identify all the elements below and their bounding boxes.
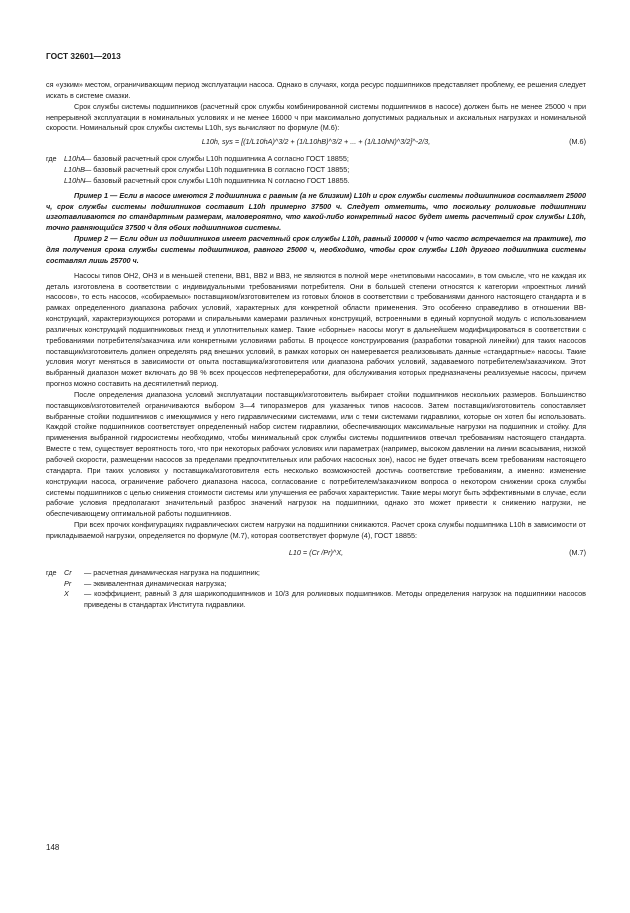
body-text	[46, 80, 586, 611]
definition-symbol: X	[64, 589, 69, 599]
definition-text: — базовый расчетный срок службы L10h подшипника A согласно ГОСТ 18855;	[84, 154, 349, 164]
where-label: где	[46, 567, 57, 577]
page-number: 148	[46, 843, 60, 852]
definition-symbol: L10hB	[64, 165, 85, 175]
definition-text: — расчетная динамическая нагрузка на подшипник;	[84, 567, 260, 577]
paragraph: Срок службы системы подшипников (расчетный срок службы комбинированной системы подшипников в насосе) должен быть не менее 25000 ч при непрерывной эксплуатации в номинальных условиях и не менее 16000 ч при максимально допустимых радиальных и аксиальных нагрузках и номинальной скорости. Номинальный срок службы системы L10h, sys вычисляют по формуле (М.6):	[46, 101, 586, 133]
example-1: Пример 1 — Если в насосе имеются 2 подшипника с равным (а не близким) L10h и срок службы системы подшипников составляет 25000 ч, срок службы системы подшипников составит L10h примерно 37500 ч. Следует отметить, что поскольку роликовые подшипники изготавливаются по стандартным размерам, маловероятно, что какой-либо конкретный насос будет иметь расчетный срок службы L10h, точно равняющийся 37500 ч для обоих подшипников системы.	[46, 190, 586, 233]
definition-text: — коэффициент, равный 3 для шарикоподшипников и 10/3 для роликовых подшипников. Методы определения нагрузок на подшипники насосов приведены в стандартах Института гидравлики.	[84, 589, 586, 610]
paragraph: ся «узким» местом, ограничивающим период эксплуатации насоса. Однако в случаях, когда ресурс подшипников представляет проблему, ее решения следует искать в системе смазки.	[46, 80, 586, 100]
definition-row	[46, 568, 586, 579]
where-label: где	[46, 154, 57, 164]
definition-row	[46, 589, 586, 611]
definition-row	[46, 579, 586, 590]
definition-text: — базовый расчетный срок службы L10h подшипника B согласно ГОСТ 18855;	[84, 165, 350, 175]
paragraph: Насосы типов ОН2, ОН3 и в меньшей степени, ВВ1, ВВ2 и ВВ3, не являются в полной мере «нетиповыми насосами», в том смысле, что не каждая их деталь изготовлена в соответствии с индивидуальными требованиями потребителя. Они в большей степени относятся к категории «проектных линий насосов», то есть насосов, «собираемых» поставщиком/изготовителем из готовых блоков в соответствии с требованиями данного настоящего стандарта и в рамках определенного диапазона рабочих условий, характерных для конкретной области применения. Это особенно справедливо в отношении ВВ-конструкций, характеризующихся роторами и спиральными камерами различных конструкций, встроенными в единый корпусной модуль с использованием различных конструкций подшипниковых гнезд и уплотнительных камер. Такие «сборные» насосы могут в дальнейшем модифицироваться в соответствии с требованиями потребителя/заказчика или конкретными условиями работы. В процессе конструирования (разработки товарной линейки) для таких насосов поставщик/изготовитель должен определять ряд внешних условий, в рамках которых он намеревается реализовывать данные «стандартные» насосы. Такие условия могут меняться в зависимости от опыта поставщика/изготовителя или диапазона рабочих условий, задаваемого потребителем/заказчиком. Этот выбранный диапазон может включать до 98 % всех процессов нефтепереработки, для обслуживания которых предназначены реализуемые насосы, причем прогноз можно составить на десятилетний период.	[46, 270, 586, 389]
paragraph: После определения диапазона условий эксплуатации поставщик/изготовитель выбирает стойки подшипников нескольких размеров. Большинство поставщиков/изготовителей ограничиваются выбором 3—4 типоразмеров для указанных типов насосов. Затем поставщик/изготовитель сопоставляет выбранные стойки подшипников с имеющимися у него гидравлическими системами, или с теми системами гидравлики, которые он хотел бы использовать. Каждой стойке подшипников соответствует определенный набор систем гидравлики, обеспечивающих максимальные нагрузки на подшипник и стойку. Для применения выбранной гидросистемы необходимо, чтобы минимальный срок службы системы подшипников отвечал требованиям настоящего стандарта. Вместе с тем, существует вероятность того, что при некоторых рабочих условиях или параметрах (например, высоком давлении на линии всасывания, низкой рабочей скорости, размещении насосов за пределами предпочтительных или рабочих насосных зон), насос не будет отвечать всем требованиям настоящего стандарта. При таких условиях у поставщика/изготовителя есть несколько возможностей достичь соответствие требованиям, а именно: изменение конструкции насоса, ограничение рабочего диапазона насоса, согласование с потребителем/заказчиком вопроса о некотором снижении срока службы системы подшипников с целью снижения стоимости системы или улучшения ее рабочих характеристик. Такие меры могут быть эффективными в случае, если рабочие условия предполагают значительный разброс значений нагрузок на подшипники, однако это может привести к снижению нагрузки, не обеспечивающему оптимальной работы подшипников.	[46, 389, 586, 519]
formula-m6	[46, 137, 586, 151]
example-2: Пример 2 — Если один из подшипников имеет расчетный срок службы L10h, равный 100000 ч (что часто встречается на практике), то для получения срока службы системы подшипников, равного 25000 ч, необходимо, чтобы срок службы L10h другого подшипника системы составлял лишь 25700 ч.	[46, 234, 586, 265]
formula-m7	[46, 548, 586, 562]
definition-symbol: L10hN	[64, 175, 86, 185]
definition-symbol: Cr	[64, 567, 72, 577]
definition-row	[46, 176, 586, 187]
formula-text: L10 = (Cr /Pr)^X,	[288, 547, 344, 557]
definition-symbol: L10hA	[64, 154, 85, 164]
formula-number: (М.7)	[569, 547, 586, 557]
definition-symbol: Pr	[64, 578, 72, 588]
document-header: ГОСТ 32601—2013	[46, 51, 121, 61]
formula-text: L10h, sys = [(1/L10hA)^3/2 + (1/L10hB)^3/2 + ... + (1/L10hN)^3/2]^-2/3,	[201, 137, 431, 147]
definition-row	[46, 154, 586, 165]
definition-text: — эквивалентная динамическая нагрузка;	[84, 578, 227, 588]
definition-row	[46, 165, 586, 176]
paragraph: При всех прочих конфигурациях гидравлических систем нагрузки на подшипники снижаются. Расчет срока службы подшипника L10h в зависимости от прикладываемой нагрузки, определяется по формуле (М.7), которая соответствует формуле (4), ГОСТ 18855:	[46, 520, 586, 540]
formula-number: (М.6)	[569, 137, 586, 147]
definition-text: — базовый расчетный срок службы L10h подшипника N согласно ГОСТ 18855.	[84, 175, 350, 185]
